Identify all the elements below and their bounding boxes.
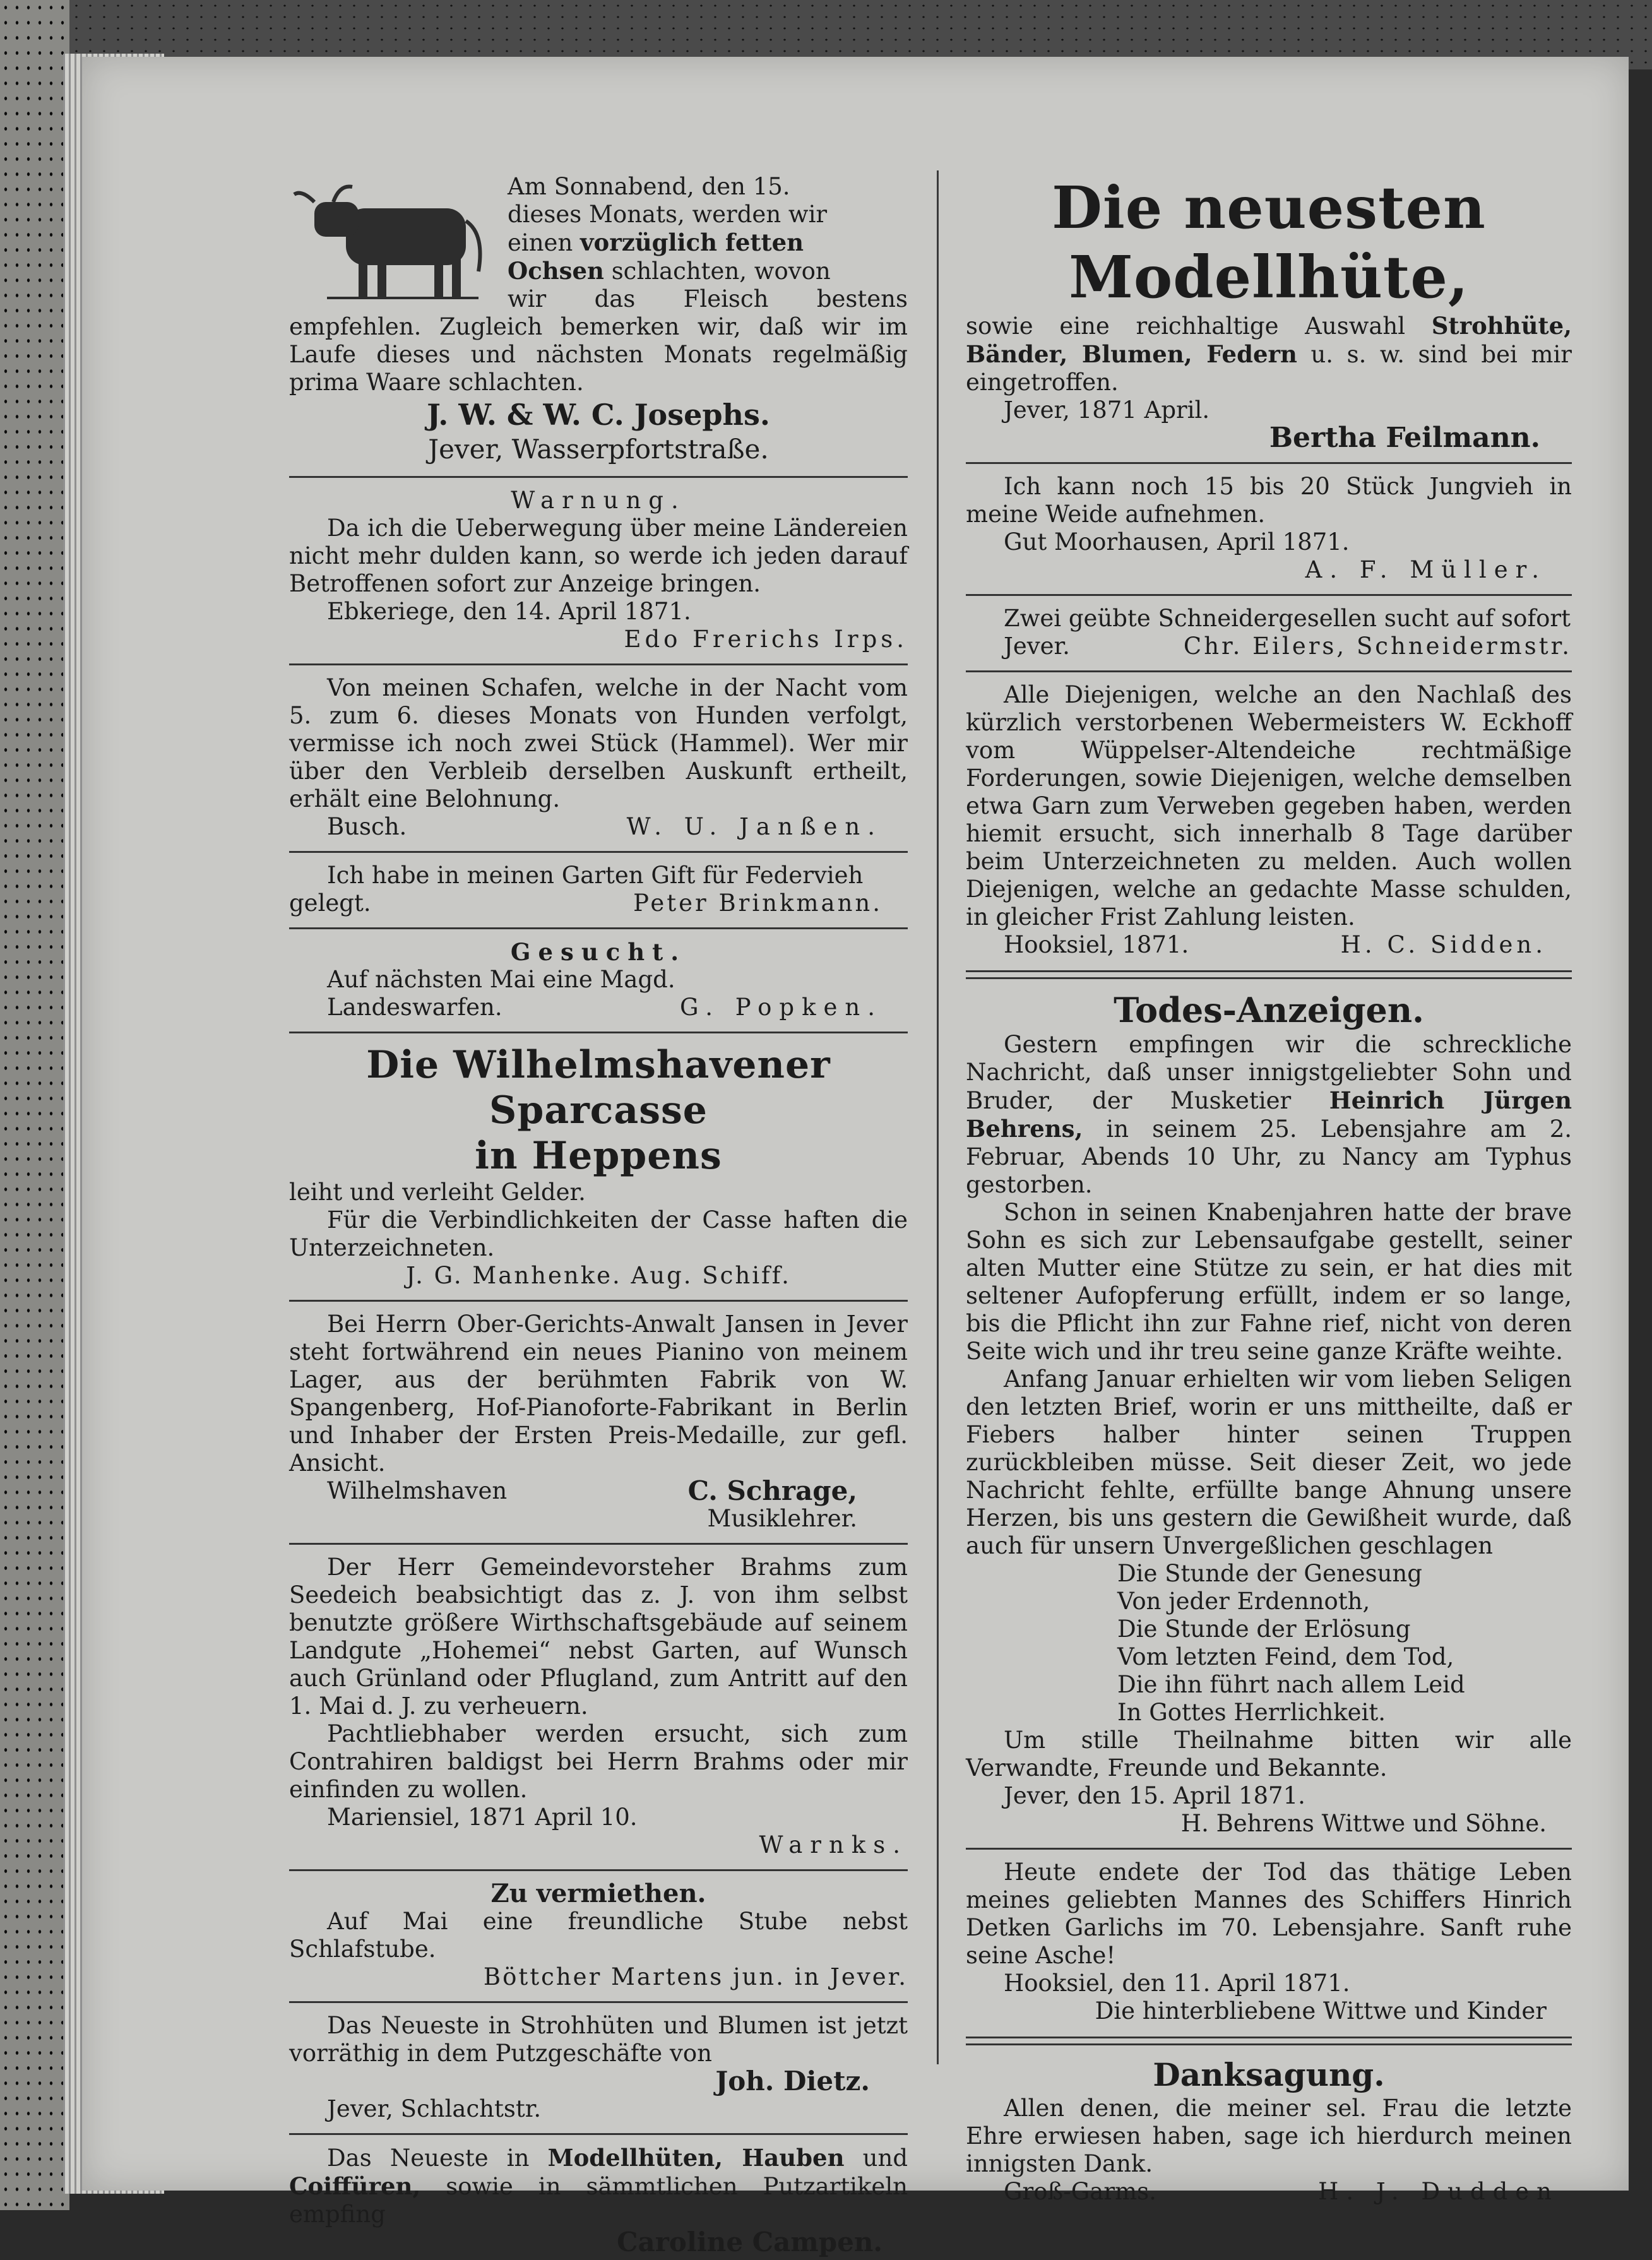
gesucht-title: Gesucht.	[510, 938, 687, 966]
divider	[289, 1300, 908, 1302]
ad-piano	[289, 1308, 908, 1537]
ad-campen	[289, 2141, 908, 2260]
ox-line-1: Am Sonnabend, den 15.	[508, 173, 790, 200]
todes-title: Todes-Anzeigen.	[1114, 990, 1424, 1030]
poem-line: Die Stunde der Genesung	[1117, 1560, 1422, 1587]
piano-title: Musiklehrer.	[707, 1505, 857, 1532]
gesucht-place: Landeswarfen.	[327, 994, 502, 1021]
feilmann-title: Die neuesten Modellhüte,	[1052, 174, 1486, 311]
schneider-text: Zwei geübte Schneidergesellen sucht auf sofort	[1004, 605, 1571, 632]
right-column	[966, 170, 1572, 2209]
dietz-place: Jever, Schlachtstr.	[327, 2095, 542, 2122]
divider	[289, 1543, 908, 1545]
ox-body: wir das Fleisch bestens empfehlen. Zugleich bemerken wir, daß wir im Laufe dieses und nächsten Monats regelmäßig prima Waare schlachten.	[289, 285, 908, 396]
todes-p1c: in seinem 25. Lebensjahre am 2. Februar, Abends 10 Uhr, zu Nancy am Typhus gestorben.	[966, 1115, 1572, 1198]
sparcasse-line-1: leiht und verleiht Gelder.	[289, 1179, 586, 1206]
ad-dank	[966, 2053, 1572, 2209]
piano-signature: C. Schrage,	[687, 1475, 857, 1506]
todes-p3: Anfang Januar erhielten wir vom lieben Seligen den letzten Brief, worin er uns mittheilte, daß er Fiebers halber hinter seinen Truppen zurückbleiben müsse. Seit dieser Zeit, wo jede Nachricht fehlte, erfüllte bange Ahnung unsere Herzen, bis uns gestern die Gewißheit wurde, daß auch für unsern Unvergeßlichen geschlagen	[966, 1365, 1572, 1559]
divider	[289, 851, 908, 853]
campen-text-a: Das Neueste in	[327, 2144, 548, 2172]
ad-brahms	[289, 1551, 908, 1863]
warnung-text: Da ich die Ueberwegung über meine Ländereien nicht mehr dulden kann, so werde ich jeden darauf Betroffenen sofort zur Anzeige bringen.	[289, 514, 908, 597]
feilmann-text-b: Strohhüte, Bänder, Blumen, Federn	[966, 312, 1572, 368]
campen-signature: Caroline Campen.	[617, 2227, 882, 2257]
feilmann-signature: Bertha Feilmann.	[1269, 422, 1540, 454]
detken-text: Heute endete der Tod das thätige Leben meines geliebten Mannes des Schiffers Hinrich Detken Garlichs im 70. Lebensjahre. Sanft ruhe seine Asche!	[966, 1859, 1572, 1969]
ox-line-3a: einen	[508, 229, 581, 256]
piano-text: Bei Herrn Ober-Gerichts-Anwalt Jansen in Jever steht fortwährend ein neues Pianino von meinem Lager, aus der berühmten Fabrik von W. Spangenberg, Hof-Pianoforte-Fabrikant in Berlin und Inhaber der Ersten Preis-Medaille, zur gefl. Ansicht.	[289, 1311, 908, 1477]
dank-place: Groß-Garms.	[1004, 2178, 1156, 2205]
gift-signature: Peter Brinkmann.	[633, 889, 882, 917]
detken-signature: Die hinterbliebene Wittwe und Kinder	[1095, 1997, 1547, 2025]
poem-line: Die Stunde der Erlösung	[1117, 1615, 1411, 1643]
ad-dietz	[289, 2009, 908, 2127]
eckhoff-signature: H. C. Sidden.	[1340, 931, 1547, 958]
dank-signature: H. J. Dudden	[1318, 2178, 1559, 2205]
todes-p1a: Gestern empfingen wir die schreckliche Nachricht, daß unser innigstgeliebter Sohn und Bruder, der Musketier	[966, 1031, 1572, 1114]
campen-text-c: und	[844, 2144, 908, 2172]
ad-jungvieh	[966, 470, 1572, 588]
left-column	[289, 170, 908, 2260]
ox-line-2: dieses Monats, werden wir	[508, 201, 828, 228]
divider	[966, 462, 1572, 464]
jungvieh-text: Ich kann noch 15 bis 20 Stück Jungvieh in meine Weide aufnehmen.	[966, 473, 1572, 528]
divider	[966, 2037, 1572, 2045]
warnung-place-date: Ebkeriege, den 14. April 1871.	[327, 598, 691, 625]
jungvieh-signature: A. F. Müller.	[1305, 556, 1547, 583]
sparcasse-signature: J. G. Manhenke. Aug. Schiff.	[406, 1262, 791, 1289]
vermiethen-signature: Böttcher Martens jun. in Jever.	[483, 1963, 908, 1990]
ad-vermiethen	[289, 1877, 908, 1995]
ad-eckhoff	[966, 679, 1572, 963]
book-edge-speckle	[0, 0, 69, 2210]
feilmann-text-c: u. s. w. sind bei mir eingetroffen.	[966, 341, 1572, 396]
campen-text-b: Modellhüten, Hauben	[547, 2144, 845, 2172]
column-divider	[937, 170, 939, 2064]
ox-line-4b: schlachten, wovon	[603, 258, 831, 285]
todes-p4: Um stille Theilnahme bitten wir alle Verwandte, Freunde und Bekannte.	[966, 1727, 1572, 1781]
gift-text: Ich habe in meinen Garten Gift für Federvieh	[327, 862, 864, 889]
schafe-signature: W. U. Janßen.	[626, 813, 882, 840]
todes-signature: H. Behrens Wittwe und Söhne.	[1180, 1810, 1547, 1837]
ox-line-4a: Ochsen	[508, 257, 604, 285]
eckhoff-text: Alle Diejenigen, welche an den Nachlaß des kürzlich verstorbenen Webermeisters W. Eckhoff vom Wüppelser-Altendeiche rechtmäßige Forderungen, sowie Diejenigen, welche demselben etwa Garn zum Verweben gegeben haben, werden hiemit ersucht, sich innerhalb 8 Tage darüber beim Unterzeichneten zu melden. Auch wollen Diejenigen, welche an gedachte Masse schulden, in gleicher Frist Zahlung leisten.	[966, 681, 1572, 931]
dank-text: Allen denen, die meiner sel. Frau die letzte Ehre erwiesen haben, sage ich hierdurch meinen innigsten Dank.	[966, 2095, 1572, 2177]
ad-detken	[966, 1856, 1572, 2029]
feilmann-place-date: Jever, 1871 April.	[1004, 396, 1210, 424]
ad-josephs-ox	[289, 170, 908, 470]
divider	[289, 2001, 908, 2003]
divider	[289, 476, 908, 478]
todes-p1b: Heinrich Jürgen Behrens,	[966, 1086, 1572, 1143]
eckhoff-place-date: Hooksiel, 1871.	[1004, 931, 1189, 958]
sparcasse-title-1: Die Wilhelmshavener Sparcasse	[366, 1043, 831, 1133]
poem-line: Die ihn führt nach allem Leid	[1117, 1671, 1465, 1698]
poem-line: Vom letzten Feind, dem Tod,	[1117, 1643, 1454, 1670]
ad-gift	[289, 859, 908, 921]
piano-place: Wilhelmshaven	[327, 1477, 508, 1504]
campen-text-d: Coiffüren,	[289, 2172, 421, 2200]
campen-text-e: sowie in sämmtlichen Putzartikeln empfing	[289, 2173, 908, 2228]
brahms-signature: Warnks.	[759, 1831, 908, 1859]
poem-line: In Gottes Herrlichkeit.	[1117, 1699, 1386, 1726]
gesucht-text: Auf nächsten Mai eine Magd.	[327, 966, 675, 993]
sparcasse-title-2: in Heppens	[475, 1134, 722, 1178]
ox-woodcut-icon	[289, 177, 497, 303]
ad-warnung	[289, 484, 908, 657]
divider	[289, 1869, 908, 1871]
divider	[289, 927, 908, 929]
gesucht-signature: G. Popken.	[679, 994, 882, 1021]
divider	[289, 2133, 908, 2135]
ad-schneider	[966, 602, 1572, 664]
todes-p2: Schon in seinen Knabenjahren hatte der brave Sohn es sich zur Lebensaufgabe gestellt, seiner alten Mutter eine Stütze zu sein, er hat dies mit seltener Aufopferung erfüllt, indem er so lange, bis die Pflicht ihn zur Fahne rief, nicht von deren Seite wich und ihr treu seine ganze Kräfte weihte.	[966, 1199, 1572, 1365]
divider	[966, 1848, 1572, 1850]
ad-schafe	[289, 672, 908, 845]
detken-place-date: Hooksiel, den 11. April 1871.	[1004, 1970, 1350, 1997]
brahms-text-1: Der Herr Gemeindevorsteher Brahms zum Seedeich beabsichtigt das z. J. von ihm selbst benutzte größere Wirthschaftsgebäude auf seinem Landgute „Hohemei“ nebst Garten, auf Wunsch auch Grünland oder Pflugland, zum Antritt auf den 1. Mai d. J. zu verheuern.	[289, 1554, 908, 1720]
poem-line: Von jeder Erdennoth,	[1117, 1588, 1370, 1615]
ad-gesucht	[289, 936, 908, 1025]
vermiethen-title: Zu vermiethen.	[490, 1879, 706, 1908]
schafe-text: Von meinen Schafen, welche in der Nacht vom 5. zum 6. dieses Monats von Hunden verfolgt, vermisse ich noch zwei Stück (Hammel). Wer mir über den Verbleib derselben Auskunft ertheilt, erhält eine Belohnung.	[289, 674, 908, 812]
dank-title: Danksagung.	[1153, 2056, 1385, 2093]
gift-last: gelegt.	[289, 889, 371, 917]
divider	[289, 663, 908, 665]
schafe-place: Busch.	[327, 813, 407, 840]
brahms-text-2: Pachtliebhaber werden ersucht, sich zum Contrahiren baldigst bei Herrn Brahms oder mir einfinden zu wollen.	[289, 1720, 908, 1803]
josephs-address: Jever, Wasserpfortstraße.	[428, 434, 769, 465]
dietz-text: Das Neueste in Strohhüten und Blumen ist jetzt vorräthig in dem Putzgeschäfte von	[289, 2012, 908, 2067]
schneider-signature: Chr. Eilers, Schneidermstr.	[1183, 633, 1572, 660]
jungvieh-place-date: Gut Moorhausen, April 1871.	[1004, 528, 1350, 556]
vermiethen-text: Auf Mai eine freundliche Stube nebst Schlafstube.	[289, 1908, 908, 1963]
warnung-signature: Edo Frerichs Irps.	[624, 626, 908, 653]
schneider-place: Jever.	[1004, 633, 1070, 660]
ox-line-3b: vorzüglich fetten	[580, 229, 804, 256]
divider	[966, 970, 1572, 979]
brahms-place-date: Mariensiel, 1871 April 10.	[327, 1804, 638, 1831]
ad-sparcasse	[289, 1040, 908, 1294]
warnung-title: Warnung.	[511, 487, 686, 514]
ad-feilmann	[966, 170, 1572, 456]
todes-place-date: Jever, den 15. April 1871.	[1004, 1782, 1305, 1809]
ad-todes	[966, 987, 1572, 1841]
feilmann-text-a: sowie eine reichhaltige Auswahl	[966, 312, 1432, 340]
divider	[966, 670, 1572, 672]
divider	[289, 1032, 908, 1033]
dietz-signature: Joh. Dietz.	[715, 2066, 870, 2096]
todes-poem	[966, 1560, 1572, 1727]
josephs-signature: J. W. & W. C. Josephs.	[427, 398, 770, 432]
sparcasse-text: Für die Verbindlichkeiten der Casse haften die Unterzeichneten.	[289, 1206, 908, 1261]
divider	[966, 594, 1572, 596]
